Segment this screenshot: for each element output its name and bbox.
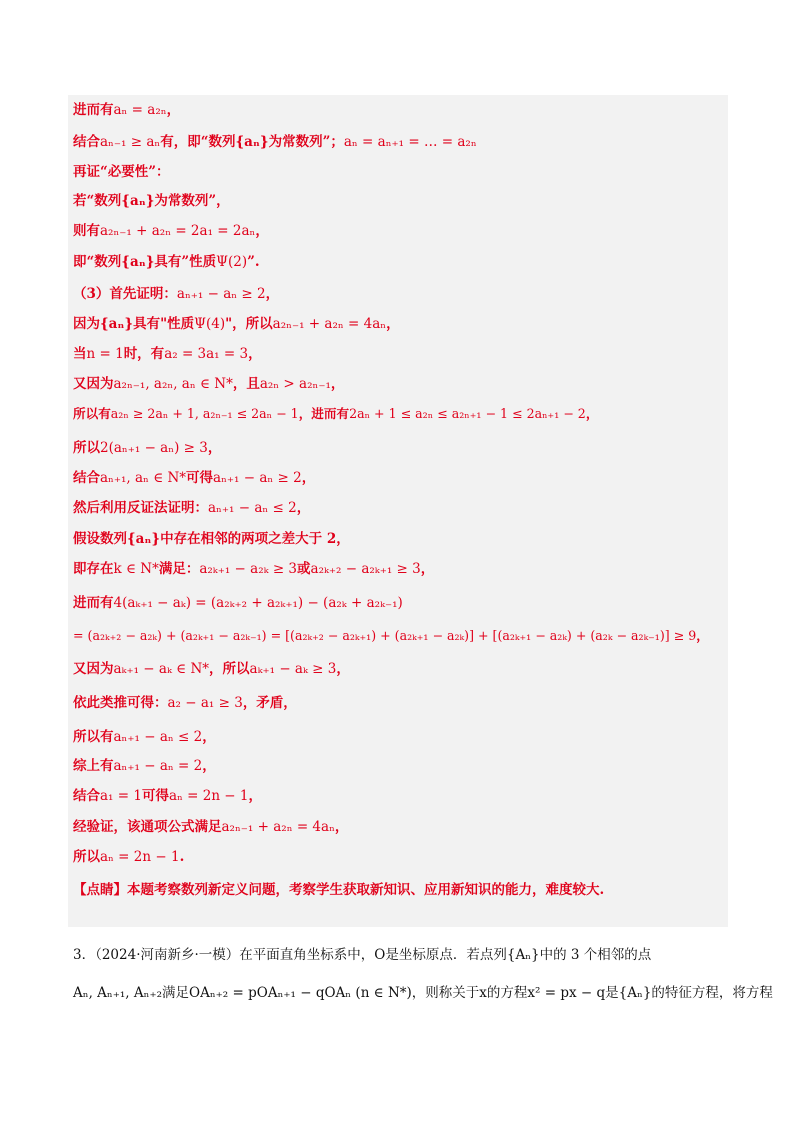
solution-line <box>73 815 348 839</box>
math-expression: k ∈ N* <box>113 561 159 577</box>
solution-line <box>73 657 350 681</box>
math-expression: O <box>374 947 386 963</box>
solution-line <box>73 312 400 336</box>
math-expression: aₙ₊₁ − aₙ ≤ 2 <box>113 729 203 745</box>
math-expression: aₙ₊₁, aₙ ∈ N* <box>100 470 187 486</box>
question-line <box>73 980 773 1006</box>
math-expression: x <box>479 985 487 1001</box>
line-text: 所以 <box>73 849 100 865</box>
math-expression: aₙ = a₂ₙ <box>113 102 167 118</box>
line-text: ， <box>334 819 349 835</box>
line-text: 结合 <box>73 470 100 486</box>
line-text: 可得 <box>141 788 169 804</box>
solution-line <box>73 845 184 869</box>
math-expression: {Aₙ} <box>618 985 652 1001</box>
line-text: 则有 <box>73 223 100 239</box>
line-text: ，且 <box>232 376 260 392</box>
math-expression: aₙ₊₁ − aₙ = 2 <box>113 758 203 774</box>
line-text: 的方程 <box>486 985 528 1001</box>
line-text: 所以有 <box>73 406 111 421</box>
solution-line <box>73 527 350 551</box>
solution-line <box>73 372 344 396</box>
line-text: 因为{aₙ}具有"性质 <box>73 316 195 332</box>
solution-line <box>73 591 403 615</box>
line-text: ， <box>585 406 599 421</box>
line-text: ， <box>166 102 181 118</box>
line-text: 中的 3 个相邻的点 <box>539 947 652 963</box>
line-text: ， <box>265 286 280 302</box>
math-expression: a₂ₙ₋₁, a₂ₙ, aₙ ∈ N* <box>113 376 233 392</box>
math-expression: aₖ₊₁ − aₖ ≥ 3 <box>249 661 337 677</box>
line-text: ， <box>296 500 311 516</box>
solution-line <box>73 624 709 648</box>
math-expression: 2aₙ + 1 ≤ a₂ₙ ≤ a₂ₙ₊₁ − 1 ≤ 2aₙ₊₁ − 2 <box>349 406 586 421</box>
line-text: 有 <box>160 134 174 150</box>
line-text: ，进而有 <box>298 406 350 421</box>
line-text: 是 <box>605 985 619 1001</box>
line-text: ， <box>696 628 709 643</box>
line-text: 进而有 <box>73 102 114 118</box>
math-expression: Aₙ, Aₙ₊₁, Aₙ₊₂ <box>73 985 163 1001</box>
line-text: ， <box>255 223 269 239</box>
solution-line <box>73 402 598 426</box>
line-text: （3）首先证明： <box>73 286 177 302</box>
line-text: 当 <box>73 346 87 362</box>
line-text: 【点睛】本题考察数列新定义问题，考察学生获取新知识、应用新知识的能力，难度较大. <box>73 882 605 898</box>
math-expression: aₙ = aₙ₊₁ = … = a₂ₙ <box>343 134 477 150</box>
line-text: 或 <box>297 561 311 577</box>
solution-line <box>73 436 221 460</box>
line-text: ， <box>330 376 345 392</box>
math-expression: a₂ₖ₊₁ − a₂ₖ ≥ 3 <box>199 561 298 577</box>
math-expression: a₂ₙ₋₁ + a₂ₙ = 2a₁ = 2aₙ <box>100 223 256 239</box>
line-text: ，即“数列{aₙ}为常数列”； <box>173 134 344 150</box>
math-expression: a₂ₙ₋₁ + a₂ₙ = 4aₙ <box>272 316 387 332</box>
solution-line <box>73 250 260 274</box>
math-expression: aₙ₊₁ − aₙ ≥ 2 <box>176 286 266 302</box>
math-expression: aₙ = 2n − 1 <box>168 788 249 804</box>
line-text: "，所以 <box>225 316 273 332</box>
line-text: 然后利用反证法证明： <box>73 500 208 516</box>
solution-line <box>73 784 262 808</box>
line-text: ， <box>336 661 350 677</box>
line-text: 若“数列{aₙ}为常数列”， <box>73 193 230 209</box>
solution-line <box>73 282 279 306</box>
math-expression: aₙ = 2n − 1 <box>100 849 180 865</box>
solution-line <box>73 466 315 490</box>
math-expression: a₂ₖ₊₂ − a₂ₖ₊₁ ≥ 3 <box>310 561 421 577</box>
line-text: ， <box>207 440 222 456</box>
line-text: 依此类推可得： <box>73 695 168 711</box>
math-expression: a₂ = 3a₁ = 3 <box>164 346 249 362</box>
line-text: 经验证，该通项公式满足 <box>73 819 222 835</box>
math-expression: n = 1 <box>86 346 124 362</box>
line-text: ， <box>202 729 216 745</box>
line-text: 综上有 <box>73 758 114 774</box>
math-expression: = (a₂ₖ₊₂ − a₂ₖ) + (a₂ₖ₊₁ − a₂ₖ₋₁) = [(a₂ₖ₊₂ − a₂ₖ₊₁) + (a₂ₖ₊₁ − a₂ₖ)] + [(a₂ₖ₊₁ − a₂ₖ) + (a₂ₖ − a₂ₖ₋₁)] ≥ 9 <box>73 628 697 643</box>
math-expression: aₖ₊₁ − aₖ ∈ N* <box>113 661 210 677</box>
math-expression: a₂ₙ ≥ 2aₙ + 1, a₂ₙ₋₁ ≤ 2aₙ − 1 <box>110 406 299 421</box>
math-expression: 4(aₖ₊₁ − aₖ) = (a₂ₖ₊₂ + a₂ₖ₊₁) − (a₂ₖ + a₂ₖ₋₁) <box>113 595 403 611</box>
math-expression: 2(aₙ₊₁ − aₙ) ≥ 3 <box>100 440 208 456</box>
line-text: 所以 <box>73 440 100 456</box>
line-text: 即存在 <box>73 561 114 577</box>
math-expression: Ψ(2) <box>216 254 248 270</box>
line-text: ，所以 <box>209 661 250 677</box>
solution-line <box>73 691 297 715</box>
solution-line <box>73 754 216 778</box>
solution-line <box>73 557 434 581</box>
line-text: . <box>179 849 185 865</box>
line-text: 是坐标原点．若点列 <box>385 947 507 963</box>
math-expression: a₂ₙ₋₁ + a₂ₙ = 4aₙ <box>221 819 335 835</box>
math-expression: aₙ₋₁ ≥ aₙ <box>100 134 161 150</box>
line-text: 假设数列{aₙ}中存在相邻的两项之差大于 2， <box>73 531 350 547</box>
line-text: ， <box>386 316 400 332</box>
solution-line <box>73 160 170 184</box>
line-text: 满足 <box>162 985 190 1001</box>
solution-line <box>73 878 604 902</box>
math-expression: aₙ₊₁ − aₙ ≤ 2 <box>208 500 297 516</box>
math-expression: a₁ = 1 <box>100 788 142 804</box>
math-expression: a₂ₙ > a₂ₙ₋₁ <box>259 376 331 392</box>
line-text: ，矛盾， <box>242 695 297 711</box>
line-text: ， <box>248 788 263 804</box>
question-line <box>73 942 651 968</box>
solution-line <box>73 130 477 154</box>
solution-line <box>73 496 310 520</box>
line-text: 再证“必要性”： <box>73 164 170 180</box>
line-text: ”. <box>247 254 260 270</box>
solution-line <box>73 98 180 122</box>
line-text: ，则称关于 <box>411 985 480 1001</box>
line-text: 的特征方程，将方程 <box>651 985 773 1001</box>
line-text: ， <box>248 346 262 362</box>
line-text: 结合 <box>73 134 100 150</box>
math-expression: Ψ(4) <box>194 316 226 332</box>
line-text: 时，有 <box>123 346 165 362</box>
line-text: 进而有 <box>73 595 114 611</box>
line-text: ， <box>420 561 435 577</box>
solution-line <box>73 189 230 213</box>
solution-line <box>73 342 262 366</box>
line-text: 即“数列{aₙ}具有”性质 <box>73 254 217 270</box>
line-text: 满足： <box>158 561 200 577</box>
line-text: 又因为 <box>73 661 114 677</box>
math-expression: OAₙ₊₂ = pOAₙ₊₁ − qOAₙ (n ∈ N*) <box>189 985 412 1001</box>
line-text: 又因为 <box>73 376 114 392</box>
math-expression: x² = px − q <box>527 985 606 1001</box>
line-text: 结合 <box>73 788 100 804</box>
solution-line <box>73 219 269 243</box>
solution-line <box>73 725 216 749</box>
line-text: 所以有 <box>73 729 114 745</box>
line-text: ， <box>202 758 216 774</box>
line-text: 可得 <box>186 470 214 486</box>
line-text: 3．（2024·河南新乡·一模）在平面直角坐标系中， <box>73 947 375 963</box>
math-expression: aₙ₊₁ − aₙ ≥ 2 <box>213 470 302 486</box>
math-expression: a₂ − a₁ ≥ 3 <box>167 695 243 711</box>
line-text: ， <box>301 470 316 486</box>
math-expression: {Aₙ} <box>506 947 540 963</box>
